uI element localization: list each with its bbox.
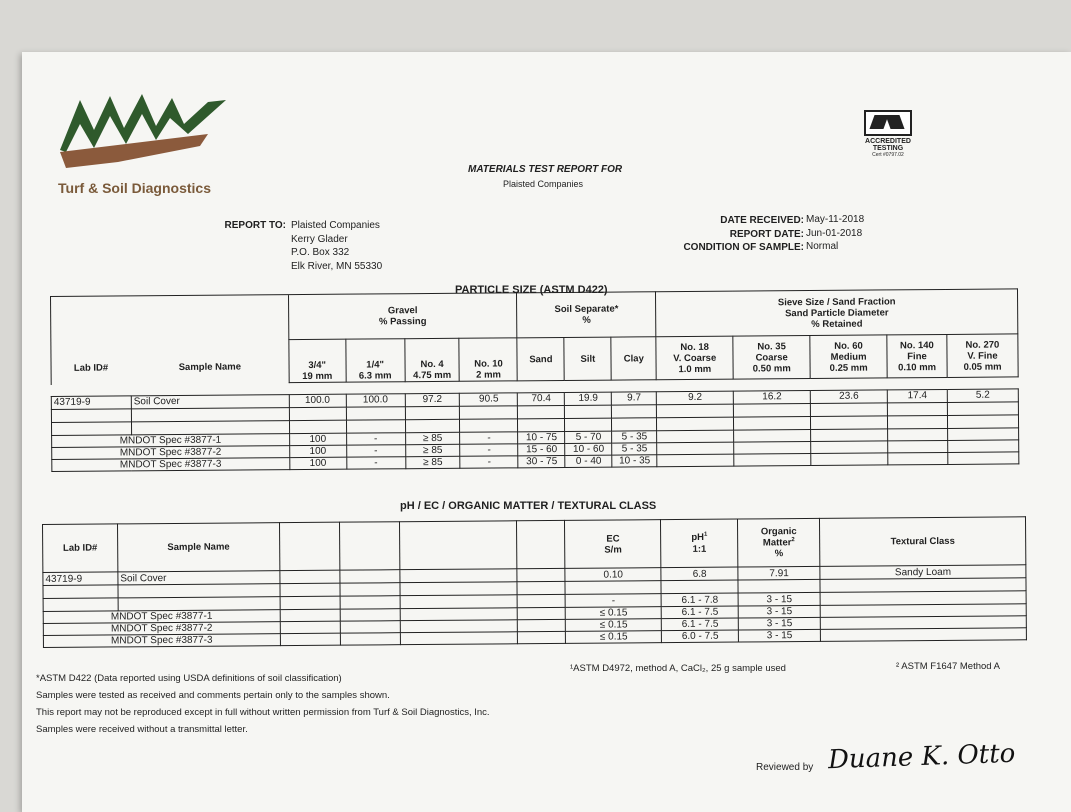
col-labid: Lab ID# [73,362,109,374]
accredited-label: ACCREDITED [865,138,911,145]
footnote-line: Samples were received without a transmittal letter. [36,724,248,735]
table-row: - 6.1 - 7.8 3 - 15 [43,591,1026,612]
report-client: Plaisted Companies [503,179,584,189]
particle-size-table [50,288,1019,471]
col-clay: Clay [611,337,656,380]
footnotes [36,670,490,738]
col-sieve-2: No. 35 Coarse 0.50 mm [733,336,810,380]
spec-row: MNDOT Spec #3877-1 100 - ≥ 85 - 10 - 75 5 - 70 5 - 35 [52,427,1019,447]
gravel-header [288,293,517,340]
footnote-astm-f1647: ² ASTM F1647 Method A [896,661,1001,672]
col-gravel-2: 1/4" 6.3 mm [345,339,404,382]
report-title: MATERIALS TEST REPORT FOR [468,164,623,175]
col-labid: Lab ID# [43,524,118,573]
soil-subtitle: % [582,314,591,326]
particle-size-title: PARTICLE SIZE (ASTM D422) [455,284,608,296]
condition-label: CONDITION OF SAMPLE: [683,242,804,253]
spec-row: MNDOT Spec #3877-2 ≤ 0.15 6.1 - 7.5 3 - 15 [43,616,1026,636]
address-line: Plaisted Companies [291,220,380,231]
report-to-address [291,219,382,273]
col-silt: Silt [564,337,611,380]
date-values [806,213,864,254]
spec-row: MNDOT Spec #3877-3 100 - ≥ 85 - 30 - 75 0 - 40 10 - 35 [52,451,1019,471]
sieve-header [656,289,1018,337]
col-organic-matter: Organic Matter$^2$ % [738,518,820,567]
soil-separate-header [517,292,656,338]
col-gravel-3: No. 4 4.75 mm [404,338,459,381]
company-name: Turf & Soil Diagnostics [58,180,211,196]
report-date: Jun-01-2018 [806,227,863,239]
col-ec: EC S/m [565,520,661,569]
condition-value: Normal [806,241,839,252]
col-sieve-5: No. 270 V. Fine 0.05 mm [947,334,1018,378]
testing-label: TESTING [872,145,904,152]
accreditation-badge [858,110,918,158]
report-date-label: REPORT DATE: [729,228,804,240]
footnote-line: This report may not be reproduced except in full without written permission from Turf & Soil Diagnostics, Inc. [36,707,490,718]
gravel-subtitle: % Passing [378,316,427,328]
footnote-astm-d4972: ¹ASTM D4972, method A, CaCl₂, 25 g sample used [570,663,786,674]
col-gravel-1: 3/4" 19 mm [289,339,346,382]
cert-number: Cert #0797.02 [872,152,904,158]
accreditation-seal-icon [864,110,912,136]
table-row: 43719-9 Soil Cover 0.10 6.8 7.91 Sandy Loam [43,565,1026,586]
sieve-title: Sieve Size / Sand Fraction [777,295,896,308]
spec-row: MNDOT Spec #3877-3 ≤ 0.15 6.0 - 7.5 3 - 15 [43,628,1026,648]
date-received: May-11-2018 [806,214,865,225]
col-sand: Sand [517,337,564,380]
spec-row: MNDOT Spec #3877-2 100 - ≥ 85 - 15 - 60 10 - 60 5 - 35 [52,439,1019,459]
table-row: 43719-9 Soil Cover 100.0 100.0 97.2 90.5 70.4 19.9 9.7 9.2 16.2 23.6 17.4 5.2 [51,388,1018,409]
gravel-title: Gravel [387,305,418,317]
ph-title: pH / EC / ORGANIC MATTER / TEXTURAL CLASS [400,500,657,512]
col-gravel-4: No. 10 2 mm [459,338,517,381]
reviewed-by-label: Reviewed by [756,762,814,773]
sieve-subtitle: Sand Particle Diameter [785,306,889,319]
col-sample-name: Sample Name [117,523,279,572]
date-labels [640,214,804,255]
col-sieve-3: No. 60 Medium 0.25 mm [810,335,887,379]
col-sieve-4: No. 140 Fine 0.10 mm [887,334,947,377]
signature: Duane K. Otto [827,738,1016,776]
col-textural-class: Textural Class [820,517,1026,567]
col-ph: $pH^1$ 1:1 [661,519,738,568]
soil-title: Soil Separate* [554,303,619,316]
address-line: Kerry Glader [291,233,348,245]
date-received-label: DATE RECEIVED: [720,215,804,226]
spec-row: MNDOT Spec #3877-1 ≤ 0.15 6.1 - 7.5 3 - 15 [43,604,1026,624]
address-line: Elk River, MN 55330 [291,260,383,272]
address-line: P.O. Box 332 [291,247,350,258]
col-sample-name: Sample Name [178,361,242,373]
col-sieve-1: No. 18 V. Coarse 1.0 mm [656,336,733,380]
sieve-unit: % Retained [811,318,863,330]
footnote-astm-d422: *ASTM D422 (Data reported using USDA definitions of soil classification) [36,673,342,684]
footnote-line: Samples were tested as received and comments pertain only to the samples shown. [36,690,390,701]
company-logo [58,88,233,180]
report-to-label: REPORT TO: [224,220,286,231]
ph-table [42,516,1027,648]
